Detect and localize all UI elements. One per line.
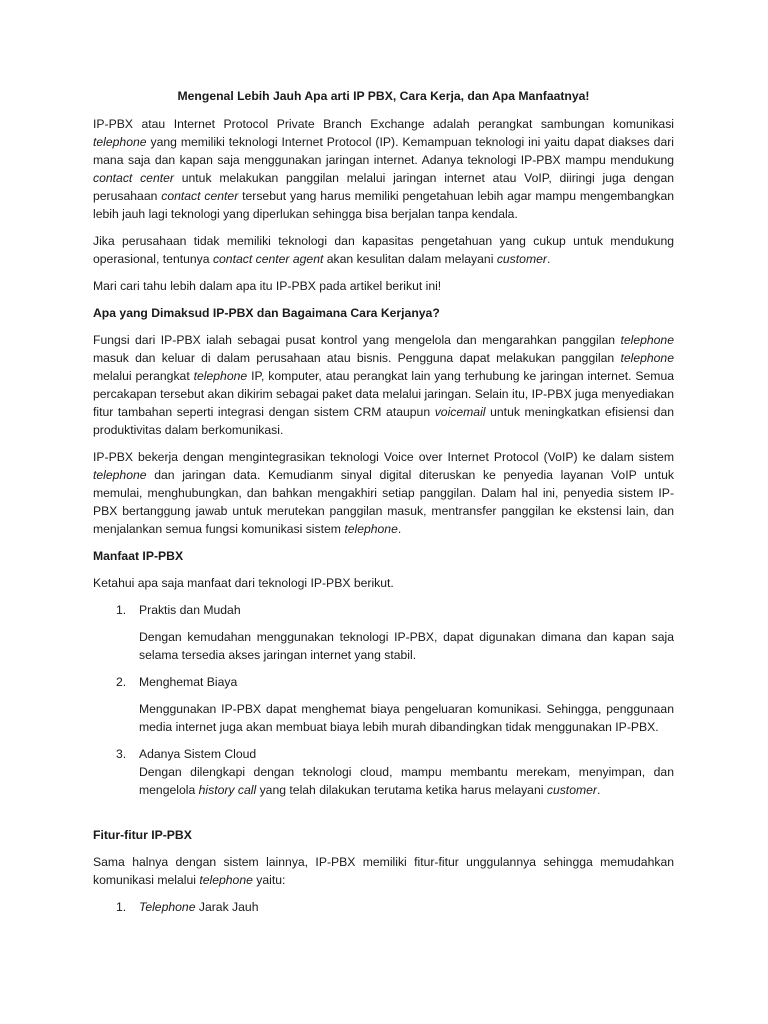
text-span: Fungsi dari IP-PBX ialah sebagai pusat kontrol yang mengelola dan mengarahkan panggilan: [93, 333, 621, 347]
list-number: 3.: [116, 747, 127, 761]
text-span: IP, komputer, atau perangkat lain yang terhubung ke jaringan internet. Semua percakapan tersebut akan dikirim sebagai paket data melalui jaringan. Selain itu, IP-PBX juga menyediakan fitur tambahan seperti integrasi dengan sistem CRM ataupun: [93, 369, 675, 419]
list-number: 1.: [116, 603, 127, 617]
text-span: .: [596, 783, 601, 797]
italic-span: telephone: [344, 522, 398, 536]
italic-span: telephone: [93, 468, 147, 482]
text-span: dan jaringan data. Kemudianm sinyal digital diteruskan ke penyedia layanan VoIP untuk memulai, menghubungkan, dan bahkan mengakhiri setiap panggilan. Dalam hal ini, penyedia sistem IP-PBX bertanggung jawab untuk merutekan panggilan masuk, mentransfer panggilan ke ekstensi lain, dan menjalankan semua fungsi komunikasi sistem: [93, 468, 674, 536]
text-span: IP-PBX atau Internet Protocol Private Branch Exchange adalah perangkat sambungan komunikasi: [93, 117, 674, 131]
text-span: IP-PBX bekerja dengan mengintegrasikan teknologi Voice over Internet Protocol (VoIP) ke dalam sistem: [93, 450, 674, 464]
italic-span: telephone: [193, 369, 248, 383]
section-heading-manfaat: Manfaat IP-PBX: [93, 549, 184, 563]
text-span: Jika perusahaan tidak memiliki teknologi dan kapasitas pengetahuan yang cukup untuk mendukung operasional, tentunya: [93, 234, 674, 266]
paragraph-3: Mari cari tahu lebih dalam apa itu IP-PBX pada artikel berikut ini!: [93, 279, 442, 293]
list-item-title: [139, 898, 259, 916]
text-span: Jarak Jauh: [195, 900, 259, 914]
paragraph-2: [93, 232, 674, 268]
text-span: .: [397, 522, 402, 536]
text-span: untuk meningkatkan efisiensi dan produktivitas dalam berkomunikasi.: [93, 405, 674, 437]
list-item: [116, 673, 674, 691]
list-number: 1.: [116, 900, 127, 914]
document-body: [93, 88, 674, 916]
italic-span: customer: [546, 783, 597, 797]
text-span: Dengan dilengkapi dengan teknologi cloud, mampu membantu merekam, menyimpan, dan mengelola: [139, 765, 674, 797]
text-span: untuk melakukan panggilan melalui jaringan internet atau VoIP, diiringi juga dengan perusahaan: [93, 171, 674, 203]
section-heading-fitur: Fitur-fitur IP-PBX: [93, 828, 192, 842]
list-item-title: Adanya Sistem Cloud: [139, 747, 257, 761]
text-span: yang memiliki teknologi Internet Protocol (IP). Kemampuan teknologi ini yaitu dapat diakses dari mana saja dan kapan saja menggunakan jaringan internet. Adanya teknologi IP-PBX mampu mendukung: [93, 135, 674, 167]
text-span: tersebut yang harus memiliki pengetahuan lebih agar mampu mengembangkan lebih jauh lagi teknologi yang diperlukan sehingga bisa berjalan tanpa kendala.: [93, 189, 675, 221]
italic-span: contact center: [161, 189, 239, 203]
text-span: .: [546, 252, 551, 266]
text-span: masuk dan keluar di dalam perusahaan atau bisnis. Pengguna dapat melakukan panggilan: [93, 351, 621, 365]
text-span: akan kesulitan dalam melayani: [323, 252, 497, 266]
list-item-description: Dengan kemudahan menggunakan teknologi IP-PBX, dapat digunakan dimana dan kapan saja selama tersedia akses jaringan internet yang stabil.: [139, 630, 674, 662]
paragraph-7: [93, 853, 674, 889]
italic-span: customer: [496, 252, 547, 266]
list-item-title: Menghemat Biaya: [139, 675, 238, 689]
list-item-title: Praktis dan Mudah: [139, 603, 241, 617]
text-span: melalui perangkat: [93, 369, 194, 383]
list-item-description: Menggunakan IP-PBX dapat menghemat biaya pengeluaran komunikasi. Sehingga, penggunaan media internet juga akan membuat biaya lebih murah dibandingkan tidak menggunakan IP-PBX.: [139, 702, 674, 734]
italic-span: contact center agent: [212, 252, 324, 266]
list-item: [116, 898, 674, 916]
section-heading-ip-pbx: Apa yang Dimaksud IP-PBX dan Bagaimana Cara Kerjanya?: [93, 306, 440, 320]
italic-span: voicemail: [434, 405, 486, 419]
text-span: Sama halnya dengan sistem lainnya, IP-PBX memiliki fitur-fitur unggulannya sehingga memudahkan komunikasi melalui: [93, 855, 674, 887]
italic-span: Telephone: [139, 900, 196, 914]
paragraph-5: [93, 448, 674, 538]
list-item: [116, 601, 674, 619]
list-number: 2.: [116, 675, 127, 689]
italic-span: telephone: [93, 135, 147, 149]
italic-span: telephone: [620, 351, 674, 365]
paragraph-6: Ketahui apa saja manfaat dari teknologi IP-PBX berikut.: [93, 576, 394, 590]
list-item: [116, 745, 674, 763]
paragraph-4: [93, 331, 674, 439]
list-item-description: [139, 763, 674, 799]
italic-span: contact center: [93, 171, 174, 185]
text-span: yang telah dilakukan terutama ketika harus melayani: [256, 783, 547, 797]
italic-span: history call: [198, 783, 257, 797]
intro-paragraph: [93, 115, 674, 223]
italic-span: telephone: [620, 333, 674, 347]
document-title: Mengenal Lebih Jauh Apa arti IP PBX, Cara Kerja, dan Apa Manfaatnya!: [177, 89, 590, 103]
italic-span: telephone: [199, 873, 253, 887]
text-span: yaitu:: [252, 873, 286, 887]
